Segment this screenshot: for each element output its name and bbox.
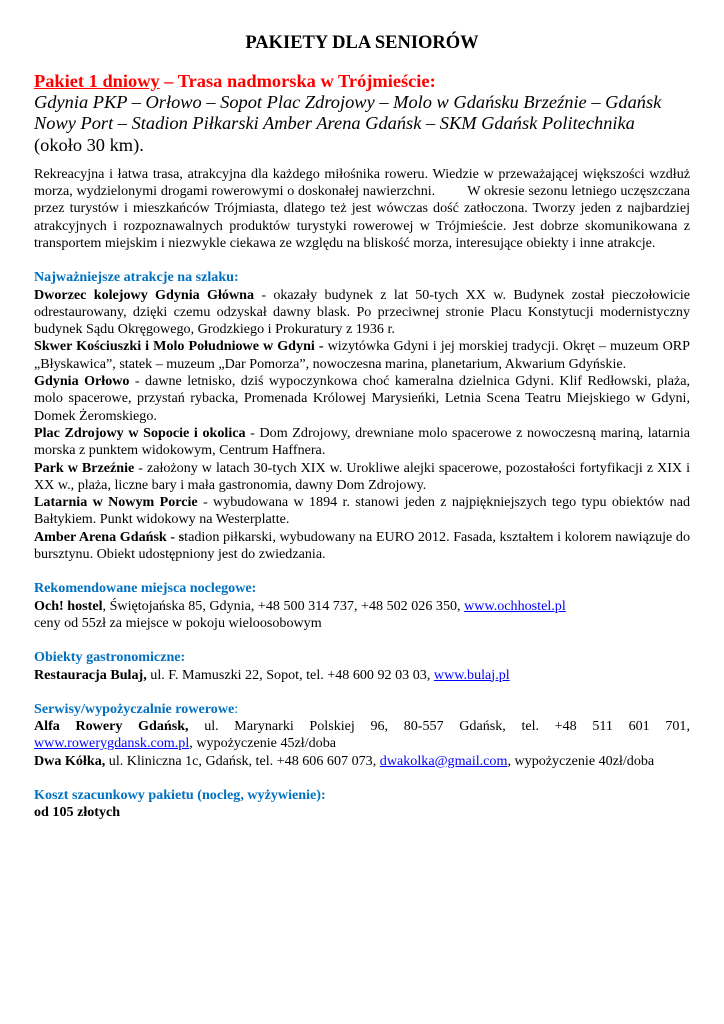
rentals-list — [34, 718, 690, 770]
rental-item — [34, 753, 690, 770]
route-name: – Trasa nadmorska w Trójmieście: — [159, 71, 436, 91]
rental-price: , wypożyczenie 45zł/doba — [189, 735, 337, 752]
gastronomy-entry — [34, 667, 690, 684]
lodging-price: ceny od 55zł za miejsce w pokoju wieloosobowym — [34, 614, 322, 631]
attraction-item — [34, 425, 690, 460]
rental-link[interactable]: www.rowerygdansk.com.pl — [34, 735, 190, 752]
rentals-heading — [34, 701, 690, 718]
attraction-text: wizytówka Gdyni i jej morskiej tradycji. Okręt – muzeum ORP „Błyskawica”, statek – muzeum „Dar Pomorza”, nowoczesna marina, planetarium, Akwarium Gdyńskie. — [34, 338, 690, 372]
intro-paragraph — [34, 166, 690, 252]
rentals-heading-text: Serwisy/wypożyczalnie rowerowe — [34, 700, 235, 717]
attraction-item — [34, 338, 690, 373]
attraction-item — [34, 373, 690, 425]
cost-heading: Koszt szacunkowy pakietu (nocleg, wyżywienie): — [34, 787, 326, 804]
attraction-item — [34, 494, 690, 529]
attraction-name: Park w Brzeźnie — [34, 459, 135, 476]
attraction-text: - dawne letnisko, dziś wypoczynkowa choć kameralna dzielnica Gdyni. Klif Redłowski, plaża, molo spacerowe, przystań rybacka, Promenada Królowej Marysieńki, Letnia Scena Teatru Miejskiego w Gdyni, Domek Żeromskiego. — [34, 373, 691, 424]
rental-email-link[interactable]: dwakolka@gmail.com — [379, 752, 508, 769]
attraction-name: Skwer Kościuszki i Molo Południowe w Gdyni - — [34, 338, 324, 355]
route-header — [34, 71, 690, 156]
lodging-entry — [34, 598, 690, 615]
page-title: PAKIETY DLA SENIORÓW — [245, 33, 479, 53]
attraction-text: - założony w latach 30-tych XIX w. Urokliwe alejki spacerowe, pozostałości fortyfikacji z XIX i XX w., plaża, liczne bary i mała gastronomia, dawny Dom Zdrojowy. — [34, 459, 690, 493]
attraction-text: - Dom Zdrojowy, drewniane molo spacerowe z nowoczesną mariną, latarnia morska z punktem widokowym, Centrum Haffnera. — [34, 424, 690, 459]
attraction-name: Plac Zdrojowy w Sopocie i okolica — [34, 424, 246, 441]
gastronomy-link[interactable]: www.bulaj.pl — [433, 666, 510, 683]
attraction-name: Amber Arena Gdańsk - s — [34, 528, 185, 545]
attraction-name: Dworzec kolejowy Gdynia Główna — [34, 286, 255, 303]
attractions-list — [34, 287, 690, 564]
route-title — [34, 71, 436, 91]
rental-name: Dwa Kółka, — [34, 752, 106, 769]
attraction-text: - okazały budynek z lat 50-tych XX w. Budynek został pieczołowicie odrestaurowany, dzięki czemu odzyskał dawny blask. Po przeciwnej stronie Placu Konstytucji modernistyczny budynek Sądu Okręgowego, Grodzkiego i Prokuratury z 1936 r. — [34, 286, 691, 338]
lodging-name: Och! hostel — [34, 597, 103, 614]
gastronomy-details: ul. F. Mamuszki 22, Sopot, tel. +48 600 92 03 03, — [146, 666, 434, 683]
gastronomy-heading: Obiekty gastronomiczne: — [34, 649, 186, 666]
rental-details: ul. Marynarki Polskiej 96, 80-557 Gdańsk, tel. +48 511 601 701, — [188, 718, 690, 735]
route-description: Gdynia PKP – Orłowo – Sopot Plac Zdrojowy – Molo w Gdańsku Brzeźnie – Gdańsk Nowy Port – Stadion Piłkarski Amber Arena Gdańsk – SKM Gdańsk Politechnika — [34, 92, 662, 134]
cost-amount: od 105 złotych — [34, 804, 121, 821]
lodging-details: , Świętojańska 85, Gdynia, +48 500 314 737, +48 502 026 350, — [102, 597, 465, 614]
attractions-heading: Najważniejsze atrakcje na szlaku: — [34, 269, 239, 286]
rental-name: Alfa Rowery Gdańsk, — [34, 718, 189, 735]
attraction-text: - wybudowana w 1894 r. stanowi jeden z najpiękniejszych tego typu obiektów nad Bałtykiem. Punkt widokowy na Westerplatte. — [34, 494, 690, 528]
attraction-text: tadion piłkarski, wybudowany na EURO 2012. Fasada, kształtem i kolorem nawiązuje do bursztynu. Obiekt udostępniony jest do zwiedzania. — [34, 528, 690, 563]
rental-price: , wypożyczenie 40zł/doba — [507, 752, 655, 769]
lodging-heading: Rekomendowane miejsca noclegowe: — [34, 580, 257, 597]
rentals-heading-colon: : — [234, 700, 239, 717]
lodging-link[interactable]: www.ochhostel.pl — [464, 597, 566, 614]
rental-details: ul. Kliniczna 1c, Gdańsk, tel. +48 606 607 073, — [105, 752, 380, 769]
gastronomy-name: Restauracja Bulaj, — [34, 666, 147, 683]
attraction-item — [34, 529, 690, 564]
attraction-item — [34, 460, 690, 495]
rental-item — [34, 718, 690, 753]
intro-part-1: Rekreacyjna i łatwa trasa, atrakcyjna dla każdego miłośnika roweru. Wiedzie w przeważającej większości wzdłuż morza, wydzielonymi drogami rowerowymi o doskonałej nawierzchni. — [34, 165, 690, 200]
document-page — [34, 32, 690, 822]
route-distance: (około 30 km). — [34, 134, 144, 155]
attraction-name: Gdynia Orłowo — [34, 373, 130, 390]
intro-part-2: W okresie sezonu letniego uczęszczana przez turystów i mieszkańców Trójmiasta, dlatego też jest wówczas dość zatłoczona. Tworzy jeden z najbardziej atrakcyjnych i rozpoznawalnych produktów turystyki rowerowej w Trójmieście. Jest dobrze skomunikowana z transportem miejskim i niezwykle ciekawa ze względu na bliskość morza, interesujące obiekty i inne atrakcje. — [34, 183, 691, 251]
cost-value — [34, 804, 690, 821]
attraction-name: Latarnia w Nowym Porcie — [34, 494, 198, 511]
package-label: Pakiet 1 dniowy — [34, 71, 160, 91]
attraction-item — [34, 287, 690, 339]
